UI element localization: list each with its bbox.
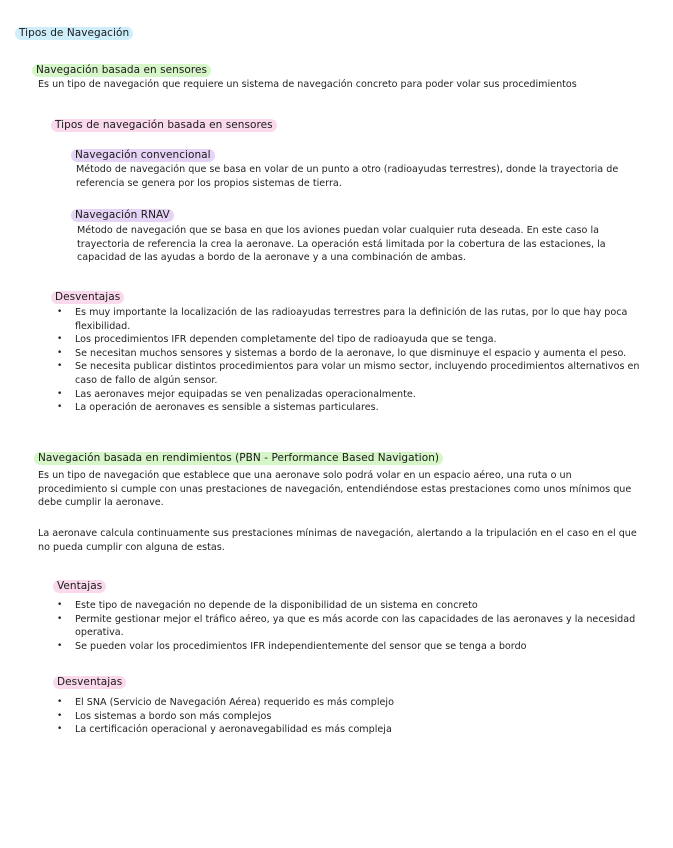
pbn-title: Navegación basada en rendimientos (PBN - Performance Based Navigation) bbox=[34, 452, 443, 465]
sensor-types-title: Tipos de navegación basada en sensores bbox=[51, 119, 277, 132]
sensor-disadvantages-title: Desventajas bbox=[51, 291, 124, 304]
list-item: • Es muy importante la localización de las radioayudas terrestres para la definición de las rutas, por lo que hay poca flexibilidad. bbox=[56, 306, 656, 333]
rnav-title: Navegación RNAV bbox=[71, 209, 174, 222]
main-title: Tipos de Navegación bbox=[15, 27, 133, 40]
list-item: • Las aeronaves mejor equipadas se ven penalizadas operacionalmente. bbox=[56, 388, 656, 402]
list-item: • La certificación operacional y aeronavegabilidad es más compleja bbox=[56, 723, 656, 737]
pbn-disadvantages-title: Desventajas bbox=[53, 676, 126, 689]
sensor-nav-description: Es un tipo de navegación que requiere un sistema de navegación concreto para poder volar sus procedimientos bbox=[38, 79, 577, 90]
pbn-advantages-title: Ventajas bbox=[53, 580, 106, 593]
list-item: • El SNA (Servicio de Navegación Aérea) requerido es más complejo bbox=[56, 696, 656, 710]
list-item: • Se necesita publicar distintos procedimientos para volar un mismo sector, incluyendo procedimientos alternativos en caso de fallo de algún sensor. bbox=[56, 360, 656, 387]
list-item: • Los sistemas a bordo son más complejos bbox=[56, 710, 656, 724]
pbn-disadvantages-list bbox=[56, 696, 656, 737]
sensor-disadvantages-list bbox=[56, 306, 656, 415]
conventional-nav-description: Método de navegación que se basa en volar de un punto a otro (radioayudas terrestres), donde la trayectoria de referencia se genera por los propios sistemas de tierra. bbox=[76, 164, 619, 189]
list-item: • Los procedimientos IFR dependen completamente del tipo de radioayuda que se tenga. bbox=[56, 333, 656, 347]
sensor-nav-title: Navegación basada en sensores bbox=[32, 64, 211, 77]
pbn-paragraph-2: La aeronave calcula continuamente sus prestaciones mínimas de navegación, alertando a la tripulación en el caso en el que no pueda cumplir con alguna de estas. bbox=[38, 528, 637, 553]
list-item: • Permite gestionar mejor el tráfico aéreo, ya que es más acorde con las capacidades de las aeronaves y la necesidad operativa. bbox=[56, 613, 658, 640]
list-item: • La operación de aeronaves es sensible a sistemas particulares. bbox=[56, 401, 656, 415]
pbn-advantages-list bbox=[56, 599, 658, 653]
pbn-paragraph-1: Es un tipo de navegación que establece que una aeronave solo podrá volar en un espacio aéreo, una ruta o un procedimiento si cumple con unas prestaciones de navegación, entendiéndose estas prestaciones como unos mínimos que debe cumplir la aeronave. bbox=[38, 470, 632, 509]
list-item: • Este tipo de navegación no depende de la disponibilidad de un sistema en concreto bbox=[56, 599, 658, 613]
conventional-nav-title: Navegación convencional bbox=[71, 149, 215, 162]
list-item: • Se pueden volar los procedimientos IFR independientemente del sensor que se tenga a bordo bbox=[56, 640, 658, 654]
list-item: • Se necesitan muchos sensores y sistemas a bordo de la aeronave, lo que disminuye el espacio y aumenta el peso. bbox=[56, 347, 656, 361]
rnav-description: Método de navegación que se basa en que los aviones puedan volar cualquier ruta deseada. En este caso la trayectoria de referencia la crea la aeronave. La operación está limitada por la cobertura de las estaciones, la capacidad de las ayudas a bordo de la aeronave y a una combinación de ambas. bbox=[77, 225, 606, 264]
